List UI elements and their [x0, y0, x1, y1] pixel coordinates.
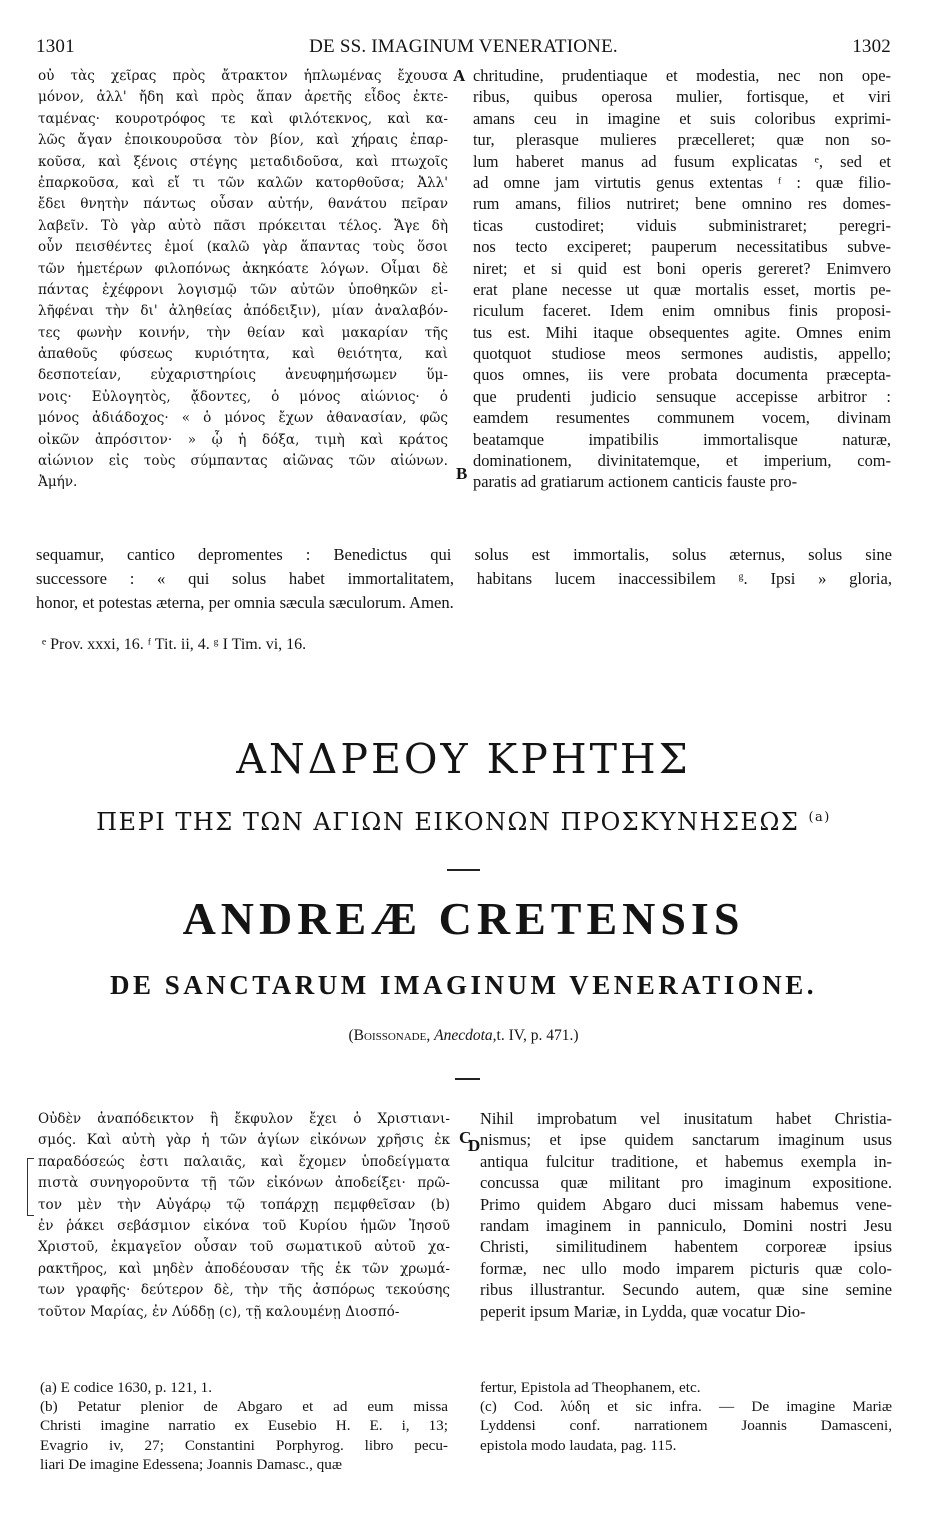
text-line: tur, plerasque mulieres præcelleret; quæ non so- — [473, 130, 891, 150]
running-header — [36, 36, 891, 60]
title-rule-1 — [447, 869, 480, 871]
text-line: antiqua fulcitur traditione, et habemus exempla in- — [480, 1151, 892, 1171]
top-greek-column — [38, 66, 448, 494]
source-author: Boissonade, — [353, 1027, 431, 1044]
greek-subtitle-text: ΠΕΡΙ ΤΗΣ ΤΩΝ ΑΓΙΩΝ ΕΙΚΟΝΩΝ ΠΡΟΣΚΥΝΗΣΕΩΣ — [96, 808, 800, 836]
source-open: ( — [348, 1027, 354, 1044]
text-line: ταμένας· κουροτρόφος τε καὶ φιλότεκνος, καὶ κα- — [38, 110, 448, 127]
text-line: que prudenti judicio sensuque accepisse arbitror : — [473, 386, 891, 406]
source-citation — [0, 1027, 927, 1045]
text-line: eamdem resumentes communem vocem, divinam — [473, 408, 891, 428]
text-line: formæ, nec ullo modo imparem picturis quæ colo- — [480, 1258, 892, 1278]
footnote-line: liari De imagine Edessena; Joannis Damasc., quæ — [40, 1455, 342, 1473]
text-line: μόνος ἀδιάδοχος· « ὁ μόνος ἔχων ἀθανασίαν, φῶς — [38, 410, 448, 427]
text-line: riculum faceret. Idem enim omnibus finis proposi- — [473, 301, 891, 321]
body-greek-column — [38, 1109, 450, 1323]
text-line: quotquot studiose meos sermones audistis, appello; — [473, 344, 891, 364]
body-latin-column — [480, 1108, 892, 1322]
text-line: οὖν πεισθέντες ἐμοί (καλῶ γὰρ ἅπαντας τοὺς ὅσοι — [38, 239, 448, 256]
greek-subtitle — [0, 808, 927, 836]
text-line: rum amans, filios nutriret; bene omnino res domes- — [473, 194, 891, 214]
footnote-line: fertur, Epistola ad Theophanem, etc. — [480, 1379, 701, 1396]
text-line: lum haberet manus ad fusum explicatas ᵉ, sed et — [473, 151, 891, 171]
text-line: μόνον, ἀλλ' ἤδη καὶ πρὸς ἅπαν ἀρετῆς εἶδος ἐκτε- — [38, 89, 448, 106]
text-line: tus est. Mihi itaque obsequentes agite. Omnes enim — [473, 322, 891, 342]
footnotes-right — [480, 1378, 892, 1455]
text-line: αἰώνιον εἰς τοὺς σύμπαντας αἰῶνας τῶν αἰώνων. — [38, 453, 448, 470]
text-line: chritudine, prudentiaque et modestia, nec non ope- — [473, 66, 891, 85]
text-line: πιστὰ συνηγοροῦντα τῇ τῶν εἰκόνων ἀποδείξει· πρῶ- — [38, 1175, 450, 1192]
text-line: Ἀμήν. — [38, 474, 78, 491]
text-line: erat plane necesse ut quæ mortalis esset, mortis pe- — [473, 279, 891, 299]
margin-marker-c: C — [459, 1128, 472, 1147]
text-line: κοῦσα, καὶ ξένοις στέγης μεταδιδοῦσα, καὶ πτωχοῖς — [38, 153, 448, 170]
text-line: nos tecto exciperet; pauperum necessitatibus subve- — [473, 237, 891, 257]
title-rule-2 — [455, 1078, 480, 1080]
page-number-right: 1302 — [852, 36, 891, 57]
top-latin-column — [473, 65, 891, 493]
latin-title: ANDREÆ CRETENSIS — [182, 893, 745, 944]
text-line: ribus, quibus operosa mulier, fortisque, et viri — [473, 87, 891, 107]
margin-marker-d: D — [468, 1136, 481, 1155]
footnote-line: epistola modo laudata, pag. 115. — [480, 1436, 677, 1454]
text-line: των γραφῆς· δεύτερον δὲ, τὴν τῆς ἀσπόρως τεκούσης — [38, 1282, 450, 1299]
footnote-line: Lyddensi conf. narrationem Joannis Damasceni, — [480, 1417, 892, 1435]
text-line: τον μὲν τὴν Αὐγάρῳ τῷ τοπάρχῃ πεμφθεῖσαν (b) — [38, 1196, 450, 1213]
latin-subtitle: DE SANCTARUM IMAGINUM VENERATIONE. — [109, 970, 818, 1000]
text-line: niret; et si quid est boni operis gereret? Enimvero — [473, 258, 891, 278]
text-line: ρακτῆρος, καὶ μηδὲν ἀποδέουσαν τῆς ἐκ τῶν χρωμά- — [38, 1260, 450, 1277]
text-line: ribus illustrantur. Secundo autem, quæ sine semine — [480, 1280, 892, 1300]
footnotes-left — [40, 1378, 448, 1474]
text-line: τῶν ἡμετέρων φιλοπόνως ἀκηκόατε λόγων. Οἶμαι δὲ — [38, 260, 448, 277]
text-line: τες φωνὴν κοινήν, τὴν θείαν καὶ μακαρίαν τῆς — [38, 324, 448, 341]
text-line: ἐπαρκοῦσα, καὶ εἴ τι τῶν καλῶν κατορθοῦσα; Ἀλλ' — [38, 174, 448, 191]
scripture-references: ᵉ Prov. xxxi, 16. ᶠ Tit. ii, 4. ᵍ I Tim. vi, 16. — [42, 636, 307, 653]
text-line: νοις· Εὐλογητὸς, ᾄδοντες, ὁ μόνος αἰώνιος· ὁ — [38, 388, 448, 405]
footnote-line: Christi imagine narratio ex Eusebio H. E. i, 13; — [40, 1417, 448, 1435]
footnote-line: (c) Cod. λύδη et sic infra. — De imagine Mariæ — [480, 1398, 892, 1416]
text-line: randam imaginem in panniculo, Domini nostri Jesu — [480, 1215, 892, 1235]
text-line: παραδόσεώς ἐστι παλαιᾶς, καὶ ἔχομεν ὑποδείγματα — [38, 1153, 450, 1170]
text-line: ad omne jam virtutis genus extentas ᶠ : quæ filio- — [473, 172, 891, 192]
full-width-line-3: honor, et potestas æterna, per omnia sæcula sæculorum. Amen. — [36, 593, 454, 612]
text-line: οὐ τὰς χεῖρας πρὸς ἄτρακτον ἡπλωμένας ἔχουσα — [38, 68, 448, 84]
text-line: λῶς ἄγαν ἐποικουροῦσα τὸν βίον, καὶ χήραις ἐπαρ- — [38, 132, 448, 149]
source-rest: t. IV, p. 471.) — [496, 1027, 579, 1044]
text-line: ἔδει θνητὴν πάντως οὖσαν αὐτήν, θανάτου πεῖραν — [38, 196, 448, 213]
text-line: paratis ad gratiarum actionem canticis fauste pro- — [473, 472, 798, 492]
full-width-line-1: sequamur, cantico depromentes : Benedictus qui solus est immortalis, solus æternus, solus sine — [36, 545, 892, 564]
text-line: Primo quidem Abgaro duci missam habemus vene- — [480, 1194, 892, 1214]
text-line: amans ceu in imagine et suis coloribus exprimi- — [473, 108, 891, 128]
footnote-line: (b) Petatur plenior de Abgaro et ad eum missa — [40, 1398, 448, 1416]
greek-title: ΑΝΔΡΕΟΥ ΚΡΗΤΗΣ — [236, 735, 691, 783]
text-line: οἰκῶν ἀπρόσιτον· » ᾧ ἡ δόξα, τιμὴ καὶ κράτος — [38, 431, 448, 448]
text-line: δεσποτείαν, εὐχαριστηρίοις ἀνευφημήσωμεν ὕμ- — [38, 367, 448, 384]
text-line: πάντας ἐχέφρονι λογισμῷ τῶν αὐτῶν ὑποθηκῶν εἰ- — [38, 281, 448, 298]
source-work: Anecdota, — [434, 1027, 497, 1044]
text-line: concussa quæ militant pro imaginum expositione. — [480, 1173, 892, 1193]
margin-bracket — [27, 1158, 34, 1216]
text-line: τοῦτον Μαρίας, ἐν Λύδδῃ (c), τῇ καλουμένῃ Διοσπό- — [38, 1303, 400, 1320]
text-line: λαβεῖν. Τὸ γὰρ αὐτὸ πᾶσι πρόκειται τέλος. Ἄγε δὴ — [38, 217, 448, 234]
greek-subtitle-note: (a) — [808, 810, 831, 825]
text-line: σμός. Καὶ αὐτὴ γὰρ ἡ τῶν ἁγίων εἰκόνων χρῆσις ἐκ — [38, 1132, 450, 1149]
margin-marker-b: B — [456, 464, 468, 483]
text-line: ἀπαθοῦς φύσεως κυριότητα, καὶ θειότητα, καὶ — [38, 346, 448, 363]
text-line: nismus; et ipse quidem sanctarum imaginum usus — [480, 1130, 892, 1150]
text-line: ticas custodiret; viduis subministraret; peregri- — [473, 215, 891, 235]
margin-marker-a: A — [453, 66, 466, 85]
footnote-line: Evagrio iv, 27; Constantini Porphyrog. libro pecu- — [40, 1436, 448, 1454]
text-line: quos omnes, iis vere probata documenta præcepta- — [473, 365, 891, 385]
text-line: Nihil improbatum vel inusitatum habet Christia- — [480, 1109, 892, 1128]
text-line: λῆφέναι τὴν δι' ἀληθείας ἀπόδειξιν), μίαν ἀναλαβόν- — [38, 303, 448, 320]
text-line: Οὐδὲν ἀναπόδεικτον ἢ ἔκφυλον ἔχει ὁ Χριστιανι- — [38, 1111, 450, 1127]
text-line: Χριστοῦ, ἐκμαγεῖον οὖσαν τοῦ σωματικοῦ αὐτοῦ χα- — [38, 1239, 450, 1256]
footnote-line: (a) E codice 1630, p. 121, 1. — [40, 1379, 213, 1396]
text-line: Christi, similitudinem habentem corporeæ ipsius — [480, 1237, 892, 1257]
page-number-left: 1301 — [36, 36, 75, 57]
text-line: beatamque impatibilis immortalisque naturæ, — [473, 429, 891, 449]
text-line: ἐν ῥάκει σεβάσμιον εἰκόνα τοῦ Κυρίου ἡμῶν Ἰησοῦ — [38, 1217, 450, 1234]
full-width-line-2: successore : « qui solus habet immortalitatem, habitans lucem inaccessibilem ᵍ. Ipsi » gloria, — [36, 569, 892, 588]
text-line: dominationem, divinitatemque, et imperium, com- — [473, 451, 891, 471]
running-title: DE SS. IMAGINUM VENERATIONE. — [309, 36, 618, 57]
text-line: peperit ipsum Mariæ, in Lydda, quæ vocatur Dio- — [480, 1301, 806, 1321]
